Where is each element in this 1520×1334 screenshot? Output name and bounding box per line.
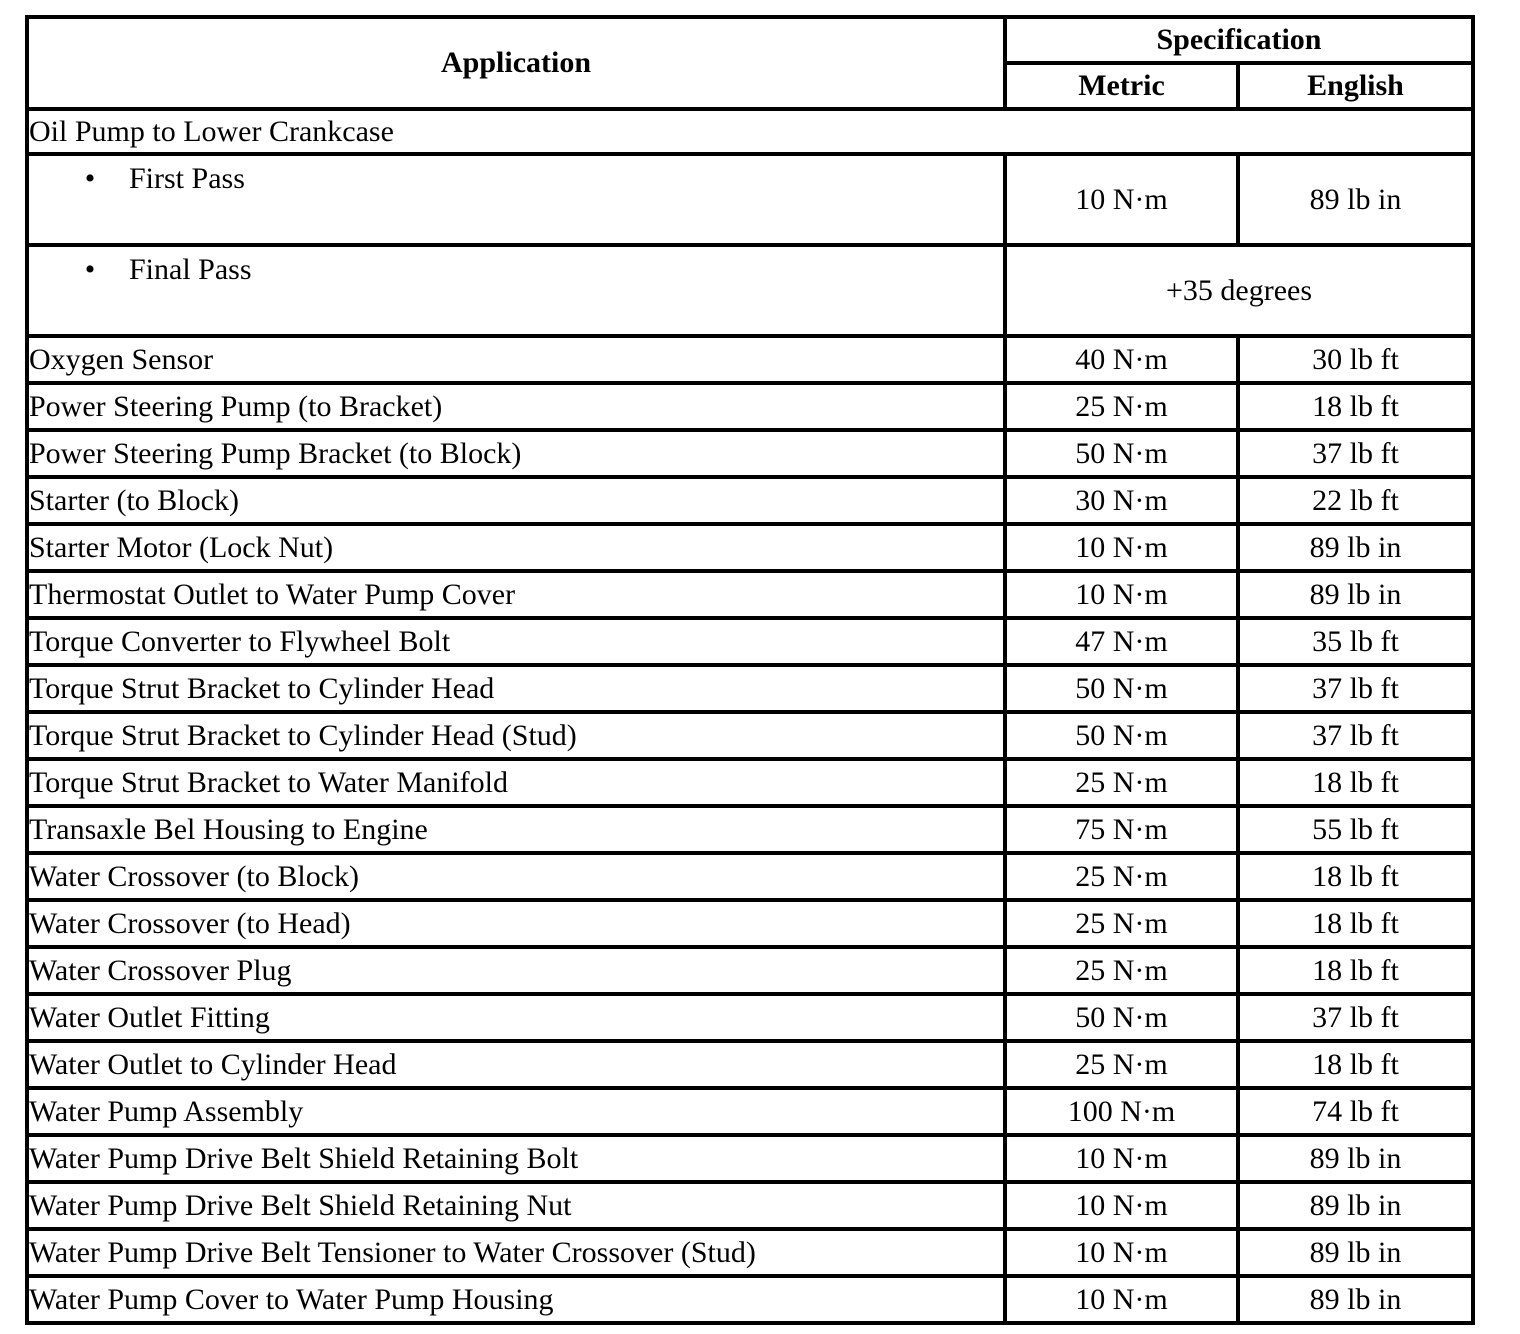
english-value: 18 lb ft — [1238, 383, 1473, 430]
table-row — [27, 1088, 1473, 1135]
table-row — [27, 1182, 1473, 1229]
application-cell: Water Crossover (to Head) — [27, 900, 1005, 947]
application-cell: Transaxle Bel Housing to Engine — [27, 806, 1005, 853]
table-row — [27, 1135, 1473, 1182]
table-row — [27, 1041, 1473, 1088]
application-cell: Torque Strut Bracket to Cylinder Head (Stud) — [27, 712, 1005, 759]
table-row — [27, 430, 1473, 477]
metric-value: 75 N·m — [1005, 806, 1238, 853]
application-cell: Water Crossover Plug — [27, 947, 1005, 994]
table-row — [27, 571, 1473, 618]
torque-spec-table — [25, 15, 1475, 1325]
table-row — [27, 900, 1473, 947]
english-value: 18 lb ft — [1238, 947, 1473, 994]
english-value: 18 lb ft — [1238, 900, 1473, 947]
column-header-specification: Specification — [1005, 17, 1473, 63]
table-row — [27, 665, 1473, 712]
table-row — [27, 994, 1473, 1041]
application-cell: Water Crossover (to Block) — [27, 853, 1005, 900]
english-value: 89 lb in — [1238, 1135, 1473, 1182]
table-row — [27, 336, 1473, 383]
metric-value: 25 N·m — [1005, 1041, 1238, 1088]
table-row — [27, 853, 1473, 900]
application-cell: Torque Converter to Flywheel Bolt — [27, 618, 1005, 665]
application-cell: Water Pump Assembly — [27, 1088, 1005, 1135]
metric-value: 10 N·m — [1005, 524, 1238, 571]
english-value: 89 lb in — [1238, 1182, 1473, 1229]
application-cell: Starter (to Block) — [27, 477, 1005, 524]
application-cell: Water Pump Drive Belt Shield Retaining Bolt — [27, 1135, 1005, 1182]
metric-value: 25 N·m — [1005, 759, 1238, 806]
english-value: 18 lb ft — [1238, 1041, 1473, 1088]
table-row — [27, 759, 1473, 806]
table-row — [27, 618, 1473, 665]
english-value: 89 lb in — [1238, 154, 1473, 245]
table-row — [27, 477, 1473, 524]
english-value: 74 lb ft — [1238, 1088, 1473, 1135]
bullet-icon: • — [84, 253, 96, 286]
metric-value: 10 N·m — [1005, 154, 1238, 245]
metric-value: 25 N·m — [1005, 383, 1238, 430]
table-row — [27, 383, 1473, 430]
application-cell: Water Outlet Fitting — [27, 994, 1005, 1041]
column-header-metric: Metric — [1005, 63, 1238, 109]
application-cell: Power Steering Pump (to Bracket) — [27, 383, 1005, 430]
application-cell: Power Steering Pump Bracket (to Block) — [27, 430, 1005, 477]
english-value: 55 lb ft — [1238, 806, 1473, 853]
metric-value: 30 N·m — [1005, 477, 1238, 524]
application-cell: Water Pump Cover to Water Pump Housing — [27, 1276, 1005, 1323]
english-value: 37 lb ft — [1238, 994, 1473, 1041]
sub-row-application — [27, 154, 1005, 245]
table-row — [27, 947, 1473, 994]
metric-value: 10 N·m — [1005, 1182, 1238, 1229]
application-cell: Water Pump Drive Belt Tensioner to Water Crossover (Stud) — [27, 1229, 1005, 1276]
table-row — [27, 524, 1473, 571]
metric-value: 10 N·m — [1005, 571, 1238, 618]
metric-value: 25 N·m — [1005, 947, 1238, 994]
metric-value: 50 N·m — [1005, 994, 1238, 1041]
metric-value: 25 N·m — [1005, 853, 1238, 900]
application-cell: Torque Strut Bracket to Cylinder Head — [27, 665, 1005, 712]
metric-value: 50 N·m — [1005, 712, 1238, 759]
table-row — [27, 1229, 1473, 1276]
metric-value: 10 N·m — [1005, 1276, 1238, 1323]
table-row — [27, 806, 1473, 853]
metric-value: 50 N·m — [1005, 430, 1238, 477]
application-cell: Torque Strut Bracket to Water Manifold — [27, 759, 1005, 806]
metric-value: 10 N·m — [1005, 1135, 1238, 1182]
english-value: 18 lb ft — [1238, 759, 1473, 806]
application-cell: Starter Motor (Lock Nut) — [27, 524, 1005, 571]
spec-value: +35 degrees — [1005, 245, 1473, 336]
table-row — [27, 712, 1473, 759]
column-header-english: English — [1238, 63, 1473, 109]
application-cell: Thermostat Outlet to Water Pump Cover — [27, 571, 1005, 618]
english-value: 89 lb in — [1238, 571, 1473, 618]
english-value: 22 lb ft — [1238, 477, 1473, 524]
metric-value: 10 N·m — [1005, 1229, 1238, 1276]
sub-row-label: First Pass — [129, 162, 245, 195]
sub-row-final-pass — [27, 245, 1473, 336]
metric-value: 25 N·m — [1005, 900, 1238, 947]
english-value: 89 lb in — [1238, 1229, 1473, 1276]
english-value: 37 lb ft — [1238, 665, 1473, 712]
group-row — [27, 109, 1473, 154]
metric-value: 100 N·m — [1005, 1088, 1238, 1135]
sub-row-application — [27, 245, 1005, 336]
english-value: 35 lb ft — [1238, 618, 1473, 665]
bullet-icon: • — [84, 162, 96, 195]
column-header-application: Application — [27, 17, 1005, 109]
english-value: 30 lb ft — [1238, 336, 1473, 383]
application-cell: Water Pump Drive Belt Shield Retaining Nut — [27, 1182, 1005, 1229]
table-row — [27, 1276, 1473, 1323]
application-cell: Oxygen Sensor — [27, 336, 1005, 383]
metric-value: 47 N·m — [1005, 618, 1238, 665]
english-value: 89 lb in — [1238, 524, 1473, 571]
metric-value: 50 N·m — [1005, 665, 1238, 712]
metric-value: 40 N·m — [1005, 336, 1238, 383]
english-value: 89 lb in — [1238, 1276, 1473, 1323]
sub-row-first-pass — [27, 154, 1473, 245]
sub-row-label: Final Pass — [129, 253, 252, 286]
english-value: 37 lb ft — [1238, 712, 1473, 759]
group-label: Oil Pump to Lower Crankcase — [27, 109, 1473, 154]
english-value: 18 lb ft — [1238, 853, 1473, 900]
application-cell: Water Outlet to Cylinder Head — [27, 1041, 1005, 1088]
english-value: 37 lb ft — [1238, 430, 1473, 477]
